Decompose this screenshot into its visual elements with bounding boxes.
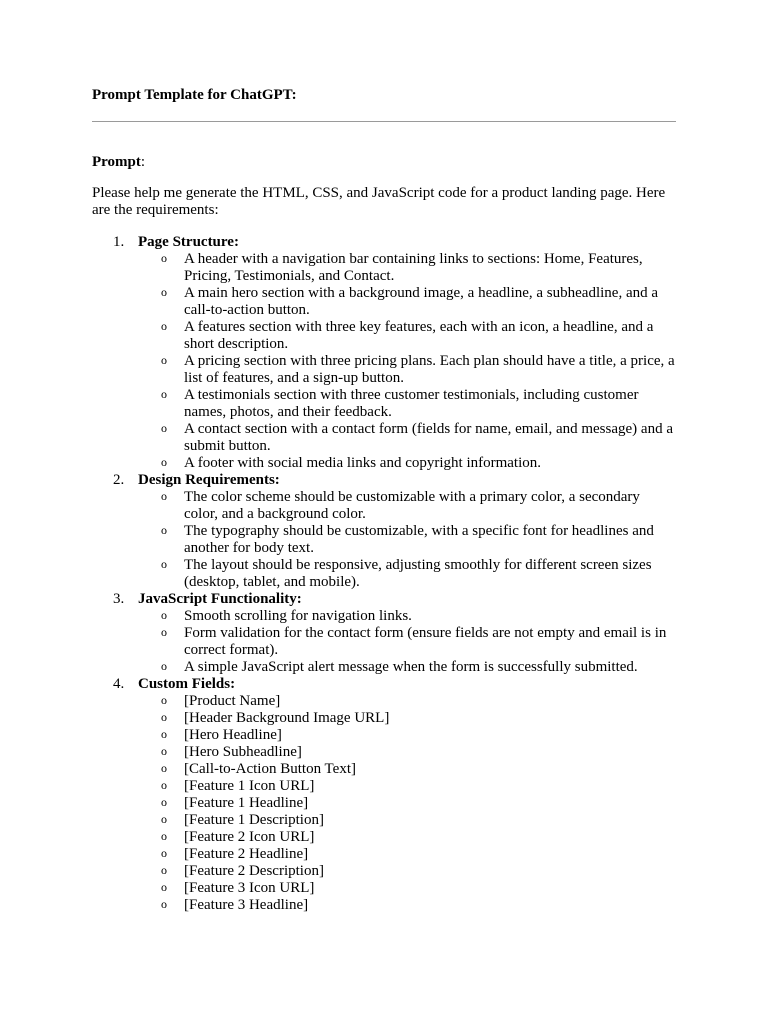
bullet-icon: o bbox=[161, 625, 167, 639]
bullet-icon: o bbox=[161, 846, 167, 860]
document-title: Prompt Template for ChatGPT: bbox=[92, 87, 297, 103]
list-item bbox=[138, 251, 676, 285]
bullet-icon: o bbox=[161, 693, 167, 707]
section-number: 2. bbox=[113, 472, 125, 488]
list-item bbox=[138, 523, 676, 557]
list-item bbox=[138, 863, 676, 880]
list-item bbox=[138, 727, 676, 744]
bullet-icon: o bbox=[161, 557, 167, 571]
list-item-text: [Feature 1 Headline] bbox=[184, 795, 309, 811]
list-item-text: Smooth scrolling for navigation links. bbox=[184, 608, 412, 624]
bullet-icon: o bbox=[161, 778, 167, 792]
section-items bbox=[138, 489, 676, 591]
list-item bbox=[138, 795, 676, 812]
list-item-text: [Feature 3 Icon URL] bbox=[184, 880, 315, 896]
section-design-requirements bbox=[92, 472, 676, 591]
bullet-icon: o bbox=[161, 608, 167, 622]
section-number: 3. bbox=[113, 591, 125, 607]
bullet-icon: o bbox=[161, 387, 167, 401]
list-item-text: [Feature 2 Headline] bbox=[184, 846, 309, 862]
requirements-list bbox=[92, 234, 676, 914]
list-item-text: [Feature 2 Description] bbox=[184, 863, 324, 879]
list-item-text: A testimonials section with three customer testimonials, including customer names, photos, and their feedback. bbox=[184, 387, 639, 420]
list-item bbox=[138, 829, 676, 846]
list-item-text: [Product Name] bbox=[184, 693, 281, 709]
section-title: Design Requirements: bbox=[138, 472, 280, 488]
list-item bbox=[138, 880, 676, 897]
prompt-heading bbox=[92, 151, 676, 173]
list-item bbox=[138, 455, 676, 472]
list-item bbox=[138, 659, 676, 676]
list-item-text: A header with a navigation bar containing links to sections: Home, Features, Pricing, Testimonials, and Contact. bbox=[184, 251, 643, 284]
section-page-structure bbox=[92, 234, 676, 472]
list-item-text: [Feature 2 Icon URL] bbox=[184, 829, 315, 845]
prompt-label: Prompt bbox=[92, 154, 141, 170]
list-item-text: The typography should be customizable, with a specific font for headlines and another for body text. bbox=[184, 523, 654, 556]
horizontal-rule bbox=[92, 121, 676, 122]
list-item bbox=[138, 353, 676, 387]
list-item bbox=[138, 812, 676, 829]
list-item-text: [Header Background Image URL] bbox=[184, 710, 390, 726]
list-item-text: A simple JavaScript alert message when the form is successfully submitted. bbox=[184, 659, 638, 675]
section-javascript-functionality bbox=[92, 591, 676, 676]
bullet-icon: o bbox=[161, 353, 167, 367]
bullet-icon: o bbox=[161, 421, 167, 435]
bullet-icon: o bbox=[161, 489, 167, 503]
list-item bbox=[138, 761, 676, 778]
bullet-icon: o bbox=[161, 659, 167, 673]
list-item bbox=[138, 744, 676, 761]
bullet-icon: o bbox=[161, 897, 167, 911]
intro-paragraph: Please help me generate the HTML, CSS, and JavaScript code for a product landing page. Here are the requirements: bbox=[92, 185, 666, 218]
section-title: Custom Fields: bbox=[138, 676, 236, 692]
list-item bbox=[138, 608, 676, 625]
list-item bbox=[138, 710, 676, 727]
bullet-icon: o bbox=[161, 795, 167, 809]
list-item bbox=[138, 778, 676, 795]
list-item-text: A pricing section with three pricing plans. Each plan should have a title, a price, a list of features, and a sign-up button. bbox=[184, 353, 675, 386]
section-number: 4. bbox=[113, 676, 125, 692]
bullet-icon: o bbox=[161, 727, 167, 741]
bullet-icon: o bbox=[161, 829, 167, 843]
bullet-icon: o bbox=[161, 761, 167, 775]
list-item bbox=[138, 319, 676, 353]
bullet-icon: o bbox=[161, 863, 167, 877]
list-item bbox=[138, 693, 676, 710]
bullet-icon: o bbox=[161, 744, 167, 758]
section-items bbox=[138, 251, 676, 472]
section-number: 1. bbox=[113, 234, 125, 250]
bullet-icon: o bbox=[161, 812, 167, 826]
bullet-icon: o bbox=[161, 880, 167, 894]
list-item bbox=[138, 489, 676, 523]
list-item bbox=[138, 897, 676, 914]
list-item-text: [Feature 3 Headline] bbox=[184, 897, 309, 913]
section-title: Page Structure: bbox=[138, 234, 239, 250]
section-items bbox=[138, 693, 676, 914]
list-item-text: A features section with three key features, each with an icon, a headline, and a short description. bbox=[184, 319, 654, 352]
list-item-text: A main hero section with a background image, a headline, a subheadline, and a call-to-action button. bbox=[184, 285, 659, 318]
list-item-text: [Call-to-Action Button Text] bbox=[184, 761, 356, 777]
section-title: JavaScript Functionality: bbox=[138, 591, 302, 607]
list-item-text: The color scheme should be customizable with a primary color, a secondary color, and a background color. bbox=[184, 489, 640, 522]
list-item-text: A footer with social media links and copyright information. bbox=[184, 455, 542, 471]
list-item-text: [Feature 1 Description] bbox=[184, 812, 324, 828]
list-item bbox=[138, 625, 676, 659]
bullet-icon: o bbox=[161, 710, 167, 724]
document-page bbox=[92, 84, 676, 914]
section-items bbox=[138, 608, 676, 676]
bullet-icon: o bbox=[161, 285, 167, 299]
list-item bbox=[138, 421, 676, 455]
bullet-icon: o bbox=[161, 455, 167, 469]
list-item bbox=[138, 846, 676, 863]
bullet-icon: o bbox=[161, 251, 167, 265]
list-item bbox=[138, 387, 676, 421]
list-item-text: [Feature 1 Icon URL] bbox=[184, 778, 315, 794]
list-item bbox=[138, 557, 676, 591]
list-item-text: Form validation for the contact form (ensure fields are not empty and email is in correct format). bbox=[184, 625, 667, 658]
list-item-text: [Hero Headline] bbox=[184, 727, 282, 743]
bullet-icon: o bbox=[161, 523, 167, 537]
bullet-icon: o bbox=[161, 319, 167, 333]
list-item-text: The layout should be responsive, adjusting smoothly for different screen sizes (desktop, tablet, and mobile). bbox=[184, 557, 652, 590]
list-item bbox=[138, 285, 676, 319]
prompt-colon: : bbox=[140, 154, 146, 170]
list-item-text: A contact section with a contact form (fields for name, email, and message) and a submit button. bbox=[184, 421, 673, 454]
section-custom-fields bbox=[92, 676, 676, 914]
list-item-text: [Hero Subheadline] bbox=[184, 744, 302, 760]
